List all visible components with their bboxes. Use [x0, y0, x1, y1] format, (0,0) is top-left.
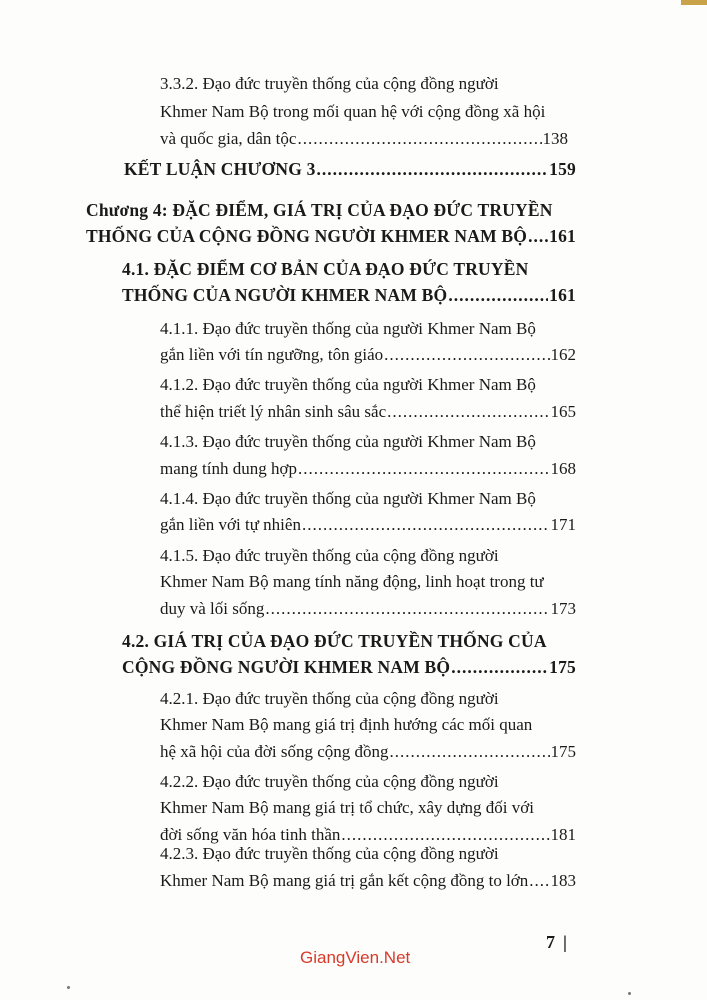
- toc-conclusion-page: 159: [549, 159, 576, 179]
- toc-section-4-2-line2[interactable]: [122, 656, 576, 678]
- toc-entry-4-1-4-line2[interactable]: [160, 514, 576, 536]
- toc-entry-3-3-2-line2: Khmer Nam Bộ trong mối quan hệ với cộng đồng xã hội: [160, 102, 546, 121]
- toc-section-4-1-page: 161: [549, 285, 576, 305]
- toc-entry-4-2-2-text: đời sống văn hóa tinh thần: [160, 825, 341, 844]
- toc-entry-4-1-5-line1: 4.1.5. Đạo đức truyền thống của cộng đồng người: [160, 546, 499, 565]
- toc-section-4-2-text: CỘNG ĐỒNG NGƯỜI KHMER NAM BỘ: [122, 657, 451, 677]
- dot-leader: [528, 225, 548, 247]
- scan-speck: [67, 986, 70, 989]
- toc-entry-4-2-2-page: 181: [550, 825, 576, 844]
- toc-entry-4-2-3-line2[interactable]: [160, 870, 576, 892]
- toc-entry-4-1-3-line1: 4.1.3. Đạo đức truyền thống của người Khmer Nam Bộ: [160, 432, 536, 451]
- dot-leader: [384, 344, 549, 366]
- toc-entry-4-1-2-text: thể hiện triết lý nhân sinh sâu sắc: [160, 402, 387, 421]
- toc-entry-4-1-3-page: 168: [550, 459, 576, 478]
- toc-chapter-4-page: 161: [549, 226, 576, 246]
- toc-section-4-1-text: THỐNG CỦA NGƯỜI KHMER NAM BỘ: [122, 285, 448, 305]
- toc-entry-4-2-3-line1: 4.2.3. Đạo đức truyền thống của cộng đồng người: [160, 844, 499, 863]
- toc-entry-4-1-5-page: 173: [550, 599, 576, 618]
- toc-chapter-4-line2[interactable]: [86, 225, 576, 247]
- toc-entry-4-2-1-text: hệ xã hội của đời sống cộng đồng: [160, 742, 389, 761]
- toc-chapter-4-text: THỐNG CỦA CỘNG ĐỒNG NGƯỜI KHMER NAM BỘ: [86, 226, 528, 246]
- toc-entry-3-3-2-text: và quốc gia, dân tộc: [160, 129, 297, 148]
- dot-leader: [298, 458, 550, 480]
- toc-entry-4-1-4-line1: 4.1.4. Đạo đức truyền thống của người Khmer Nam Bộ: [160, 489, 536, 508]
- toc-entry-4-2-3-text: Khmer Nam Bộ mang giá trị gắn kết cộng đồng to lớn: [160, 871, 529, 890]
- toc-entry-4-2-1-line2: Khmer Nam Bộ mang giá trị định hướng các mối quan: [160, 715, 533, 734]
- toc-section-4-2-line1: 4.2. GIÁ TRỊ CỦA ĐẠO ĐỨC TRUYỀN THỐNG CỦA: [122, 631, 547, 651]
- toc-entry-4-2-1-line3[interactable]: [160, 741, 576, 763]
- toc-entry-4-1-3-text: mang tính dung hợp: [160, 459, 297, 478]
- toc-entry-4-1-1-line1: 4.1.1. Đạo đức truyền thống của người Khmer Nam Bộ: [160, 319, 536, 338]
- toc-chapter-4-line1: Chương 4: ĐẶC ĐIỂM, GIÁ TRỊ CỦA ĐẠO ĐỨC TRUYỀN: [86, 200, 553, 220]
- toc-entry-4-2-1-line1: 4.2.1. Đạo đức truyền thống của cộng đồng người: [160, 689, 499, 708]
- dot-leader: [317, 158, 549, 180]
- scan-speck: [628, 992, 631, 995]
- toc-entry-4-2-2-line2: Khmer Nam Bộ mang giá trị tổ chức, xây dựng đối với: [160, 798, 534, 817]
- toc-entry-4-2-3-page: 183: [550, 871, 576, 890]
- toc-entry-4-1-1-line2[interactable]: [160, 344, 576, 366]
- toc-entry-4-2-1-page: 175: [550, 742, 576, 761]
- toc-entry-4-1-4-text: gắn liền với tự nhiên: [160, 515, 301, 534]
- page-number: [546, 932, 567, 953]
- dot-leader: [451, 656, 548, 678]
- toc-entry-4-1-4-page: 171: [550, 515, 576, 534]
- toc-entry-4-1-5-text: duy và lối sống: [160, 599, 265, 618]
- dot-leader: [390, 741, 550, 763]
- toc-entry-4-1-3-line2[interactable]: [160, 458, 576, 480]
- toc-entry-3-3-2-line3[interactable]: [160, 128, 568, 150]
- watermark-text: GiangVien.Net: [300, 948, 411, 967]
- toc-entry-3-3-2-line1: 3.3.2. Đạo đức truyền thống của cộng đồng người: [160, 74, 499, 93]
- toc-entry-3-3-2-page: 138: [542, 129, 568, 148]
- page-corner-mark: [681, 0, 707, 5]
- toc-entry-4-2-2-line1: 4.2.2. Đạo đức truyền thống của cộng đồng người: [160, 772, 499, 791]
- page-number-separator: |: [563, 932, 567, 952]
- toc-section-4-2-page: 175: [549, 657, 576, 677]
- dot-leader: [265, 598, 549, 620]
- toc-entry-4-1-1-text: gắn liền với tín ngưỡng, tôn giáo: [160, 345, 384, 364]
- toc-entry-4-1-2-line1: 4.1.2. Đạo đức truyền thống của người Khmer Nam Bộ: [160, 375, 536, 394]
- page-number-value: 7: [546, 932, 556, 952]
- toc-section-4-1-line2[interactable]: [122, 284, 576, 306]
- toc-entry-4-1-2-page: 165: [550, 402, 576, 421]
- toc-entry-4-1-1-page: 162: [550, 345, 576, 364]
- toc-section-4-1-line1: 4.1. ĐẶC ĐIỂM CƠ BẢN CỦA ĐẠO ĐỨC TRUYỀN: [122, 259, 529, 279]
- dot-leader: [448, 284, 548, 306]
- toc-conclusion-text: KẾT LUẬN CHƯƠNG 3: [124, 159, 316, 179]
- toc-entry-4-1-2-line2[interactable]: [160, 401, 576, 423]
- dot-leader: [297, 128, 541, 150]
- toc-entry-4-1-5-line2: Khmer Nam Bộ mang tính năng động, linh hoạt trong tư: [160, 572, 544, 591]
- toc-entry-4-1-5-line3[interactable]: [160, 598, 576, 620]
- toc-conclusion-chapter-3[interactable]: [124, 158, 576, 180]
- dot-leader: [302, 514, 550, 536]
- dot-leader: [529, 870, 549, 892]
- dot-leader: [387, 401, 549, 423]
